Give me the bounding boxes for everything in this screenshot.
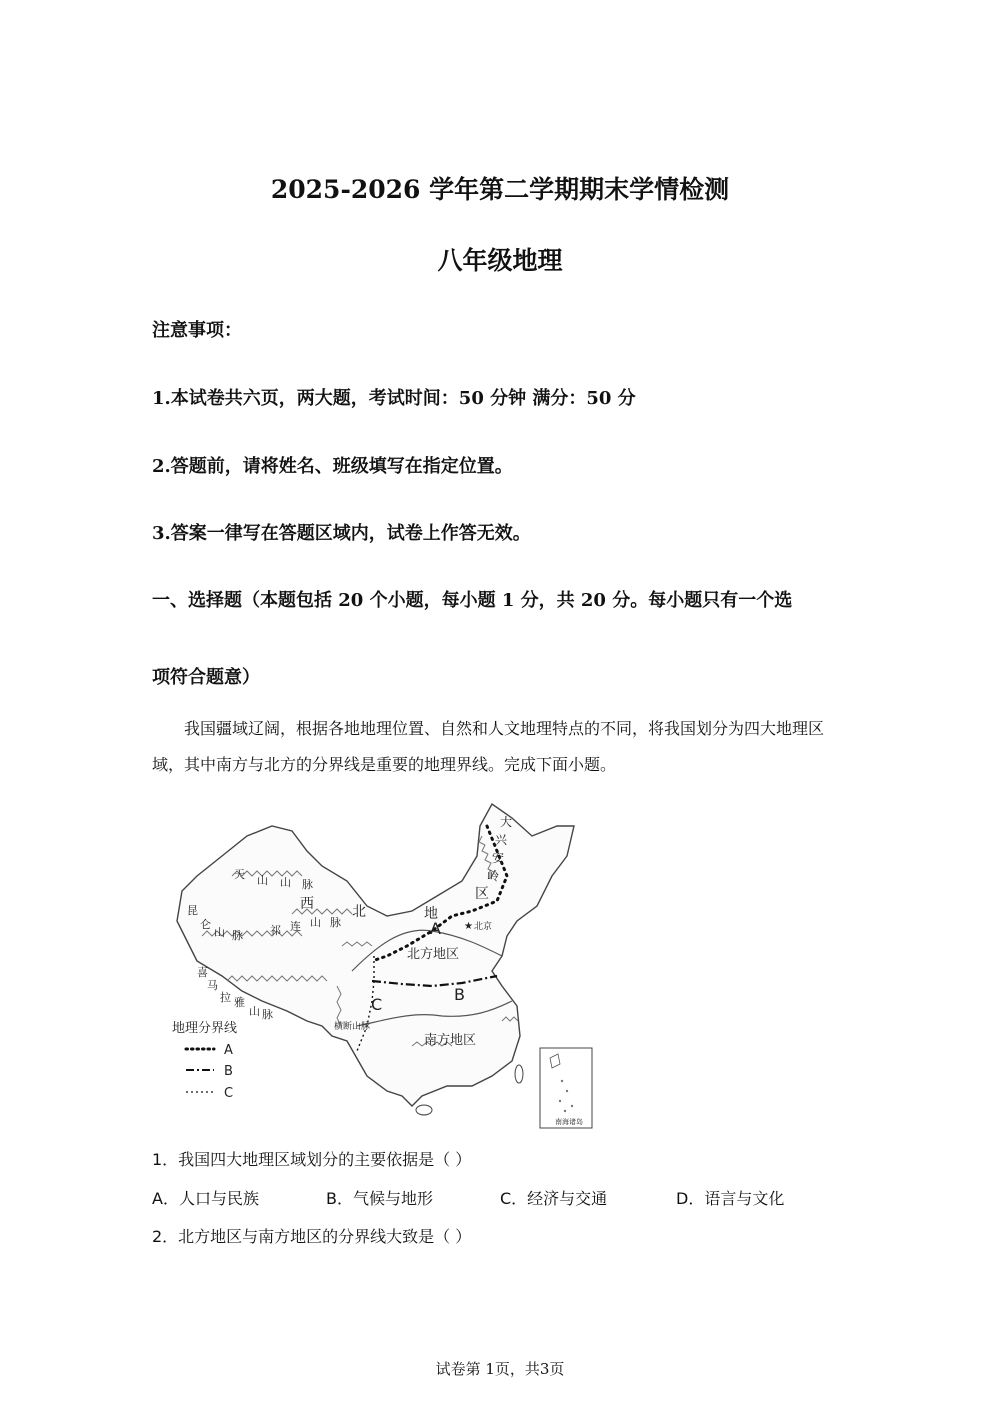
question-1-option-d: D．语言与文化 (676, 1189, 785, 1208)
tianshan-label-4: 脉 (302, 878, 313, 891)
page-footer: 试卷第 1页，共3页 (435, 1360, 565, 1378)
qilian-label-1: 祁 (270, 924, 281, 937)
daxinganling-label-1: 大 (500, 815, 513, 829)
northwest-label-1: 西 (300, 896, 314, 912)
northwest-label-3: 地 (424, 906, 438, 922)
legend-label-c: C (224, 1086, 234, 1101)
taiwan-island (515, 1065, 523, 1083)
legend-label-a: A (224, 1043, 233, 1058)
china-region-map (162, 796, 602, 1136)
south-region-label: 南方地区 (424, 1033, 477, 1048)
legend-label-b: B (224, 1064, 233, 1079)
line-c-label: C (371, 995, 383, 1014)
beijing-label: 北京 (474, 922, 493, 932)
section-heading-line1: 一、选择题（本题包括 20 个小题，每小题 1 分，共 20 分。每小题只有一个选 (152, 590, 793, 611)
hengduan-label: 横断山脉 (334, 1022, 371, 1032)
question-1-option-b: B．气候与地形 (326, 1189, 433, 1208)
qu-label: 区 (475, 886, 489, 902)
tianshan-label-3: 山 (280, 876, 291, 889)
himalaya-label-1: 喜 (197, 966, 208, 979)
himalaya-label-2: 马 (207, 979, 218, 992)
hainan-island (416, 1105, 432, 1115)
nanhai-inset (540, 1048, 592, 1128)
intro-paragraph: 我国疆域辽阔，根据各地地理位置、自然和人文地理特点的不同，将我国划分为四大地理区域，其中南方与北方的分界线是重要的地理界线。完成下面小题。 (152, 719, 825, 774)
himalaya-label-3: 拉 (220, 991, 231, 1004)
north-region-label: 北方地区 (407, 947, 460, 962)
question-1-option-a: A．人口与民族 (152, 1189, 259, 1208)
section-heading-line2: 项符合题意） (152, 667, 260, 688)
line-b-label: B (454, 985, 465, 1004)
qilian-label-3: 山 (310, 916, 321, 929)
daxinganling-label-3: 安 (492, 851, 505, 865)
himalaya-label-6: 脉 (262, 1008, 273, 1021)
exam-subtitle: 八年级地理 (437, 246, 563, 275)
kunlun-label-4: 脉 (232, 929, 243, 942)
note-item-1: 1.本试卷共六页，两大题，考试时间：50 分钟 满分：50 分 (152, 388, 636, 409)
daxinganling-label-2: 兴 (495, 833, 508, 847)
kunlun-label-2: 仑 (200, 918, 211, 931)
note-item-2: 2.答题前，请将姓名、班级填写在指定位置。 (152, 456, 513, 477)
question-1-stem: 1．我国四大地理区域划分的主要依据是（ ） (152, 1150, 472, 1169)
kunlun-label-3: 山 (214, 926, 225, 939)
line-a-label: A (430, 919, 441, 938)
notes-heading: 注意事项： (152, 320, 242, 341)
kunlun-label-1: 昆 (187, 904, 198, 917)
himalaya-label-4: 雅 (234, 996, 245, 1009)
note-item-3: 3.答案一律写在答题区域内，试卷上作答无效。 (152, 523, 531, 544)
himalaya-label-5: 山 (249, 1005, 260, 1018)
china-outline (177, 804, 574, 1106)
question-1-option-c: C．经济与交通 (500, 1189, 608, 1208)
exam-title: 2025-2026 学年第二学期期末学情检测 (270, 175, 730, 204)
star-icon: ★ (464, 921, 473, 932)
qilian-label-4: 脉 (330, 916, 341, 929)
tianshan-label-1: 天 (234, 868, 245, 881)
legend-title: 地理分界线 (172, 1021, 238, 1036)
daxinganling-label-4: 岭 (487, 869, 500, 883)
tianshan-label-2: 山 (257, 874, 268, 887)
nanhai-label: 南海诸岛 (555, 1118, 583, 1126)
question-2-stem: 2．北方地区与南方地区的分界线大致是（ ） (152, 1227, 472, 1246)
qilian-label-2: 连 (290, 920, 301, 933)
northwest-label-2: 北 (352, 904, 366, 920)
